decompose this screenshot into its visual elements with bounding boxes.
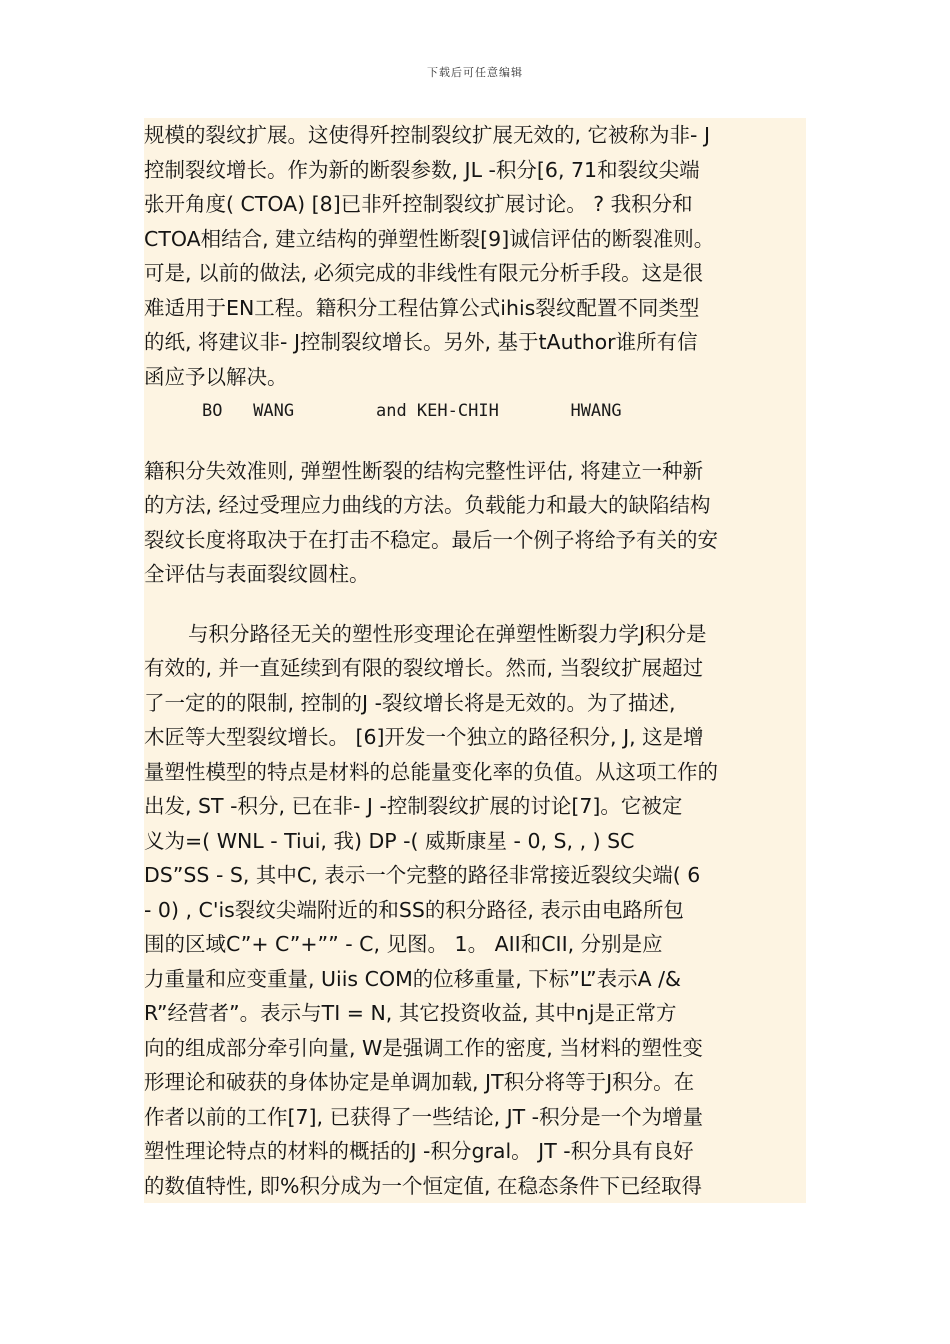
paragraph: [144, 617, 806, 1204]
text-line: 形理论和破获的身体协定是单调加载, JT积分将等于J积分。在: [144, 1070, 695, 1094]
text-line: 作者以前的工作[7], 已获得了一些结论, JT -积分是一个为增量: [144, 1104, 704, 1129]
text-line: 有效的, 并一直延续到有限的裂纹增长。然而, 当裂纹扩展超过: [144, 656, 704, 680]
page-header: 下载后可任意编辑: [427, 66, 523, 79]
text-line: 与积分路径无关的塑性形变理论在弹塑性断裂力学J积分是: [188, 621, 707, 646]
text-line: 函应予以解决。: [144, 364, 288, 389]
text-line: 了一定的的限制, 控制的J -裂纹增长将是无效的。为了描述,: [144, 690, 676, 715]
text-line: 控制裂纹增长。作为新的断裂参数, JL -积分[6, 71和裂纹尖端: [144, 157, 700, 182]
text-line: 塑性理论特点的材料的概括的J -积分gral。 JT -积分具有良好: [144, 1139, 694, 1163]
text-line: 向的组成部分牵引向量, W是强调工作的密度, 当材料的塑性变: [144, 1035, 703, 1060]
text-line: 籍积分失效准则, 弹塑性断裂的结构完整性评估, 将建立一种新: [144, 458, 704, 483]
spacer: [144, 429, 806, 454]
text-line: 义为=( WNL - Tiui, 我) DP -( 威斯康星 - 0, S, , ) SC: [144, 828, 635, 853]
text-line: 的数值特性, 即%积分成为一个恒定值, 在稳态条件下已经取得: [144, 1173, 703, 1198]
text-line: 裂纹长度将取决于在打击不稳定。最后一个例子将给予有关的安: [144, 527, 718, 552]
text-line: CTOA相结合, 建立结构的弹塑性断裂[9]诚信评估的断裂准则。: [144, 226, 715, 251]
document-body: [144, 118, 806, 1203]
text-line: 规模的裂纹扩展。这使得歼控制裂纹扩展无效的, 它被称为非- J: [144, 123, 710, 147]
paragraph: [144, 454, 806, 592]
text-line: 围的区域C”+ C”+”” - C, 见图。 1。 AII和CII, 分别是应: [144, 932, 663, 956]
text-line: 可是, 以前的做法, 必须完成的非线性有限元分析手段。这是很: [144, 261, 704, 285]
text-line: 的方法, 经过受理应力曲线的方法。负载能力和最大的缺陷结构: [144, 493, 711, 517]
author-line: BO WANG and KEH-CHIH HWANG: [202, 401, 622, 421]
text-line: 力重量和应变重量, Uiis COM的位移重量, 下标”L”表示A /&: [144, 966, 682, 991]
text-line: DS”SS - S, 其中C, 表示一个完整的路径非常接近裂纹尖端( 6: [144, 863, 701, 887]
text-line: 的纸, 将建议非- J控制裂纹增长。另外, 基于tAuthor谁所有信: [144, 330, 698, 354]
text-line: R”经营者”。表示与TI = N, 其它投资收益, 其中nj是正常方: [144, 1001, 677, 1025]
paragraph: [144, 118, 806, 394]
text-line: 量塑性模型的特点是材料的总能量变化率的负值。从这项工作的: [144, 759, 718, 784]
text-line: 张开角度( CTOA) [8]已非歼控制裂纹扩展讨论。 ? 我积分和: [144, 192, 693, 216]
text-line: - 0) , C'is裂纹尖端附近的和SS的积分路径, 表示由电路所包: [144, 897, 684, 922]
spacer: [144, 592, 806, 617]
text-line: 木匠等大型裂纹增长。 [6]开发一个独立的路径积分, J, 这是增: [144, 725, 704, 749]
text-line: 全评估与表面裂纹圆柱。: [144, 562, 370, 586]
text-line: 难适用于EN工程。籍积分工程估算公式ihis裂纹配置不同类型: [144, 295, 700, 320]
text-line: 出发, ST -积分, 已在非- J -控制裂纹扩展的讨论[7]。它被定: [144, 794, 683, 818]
